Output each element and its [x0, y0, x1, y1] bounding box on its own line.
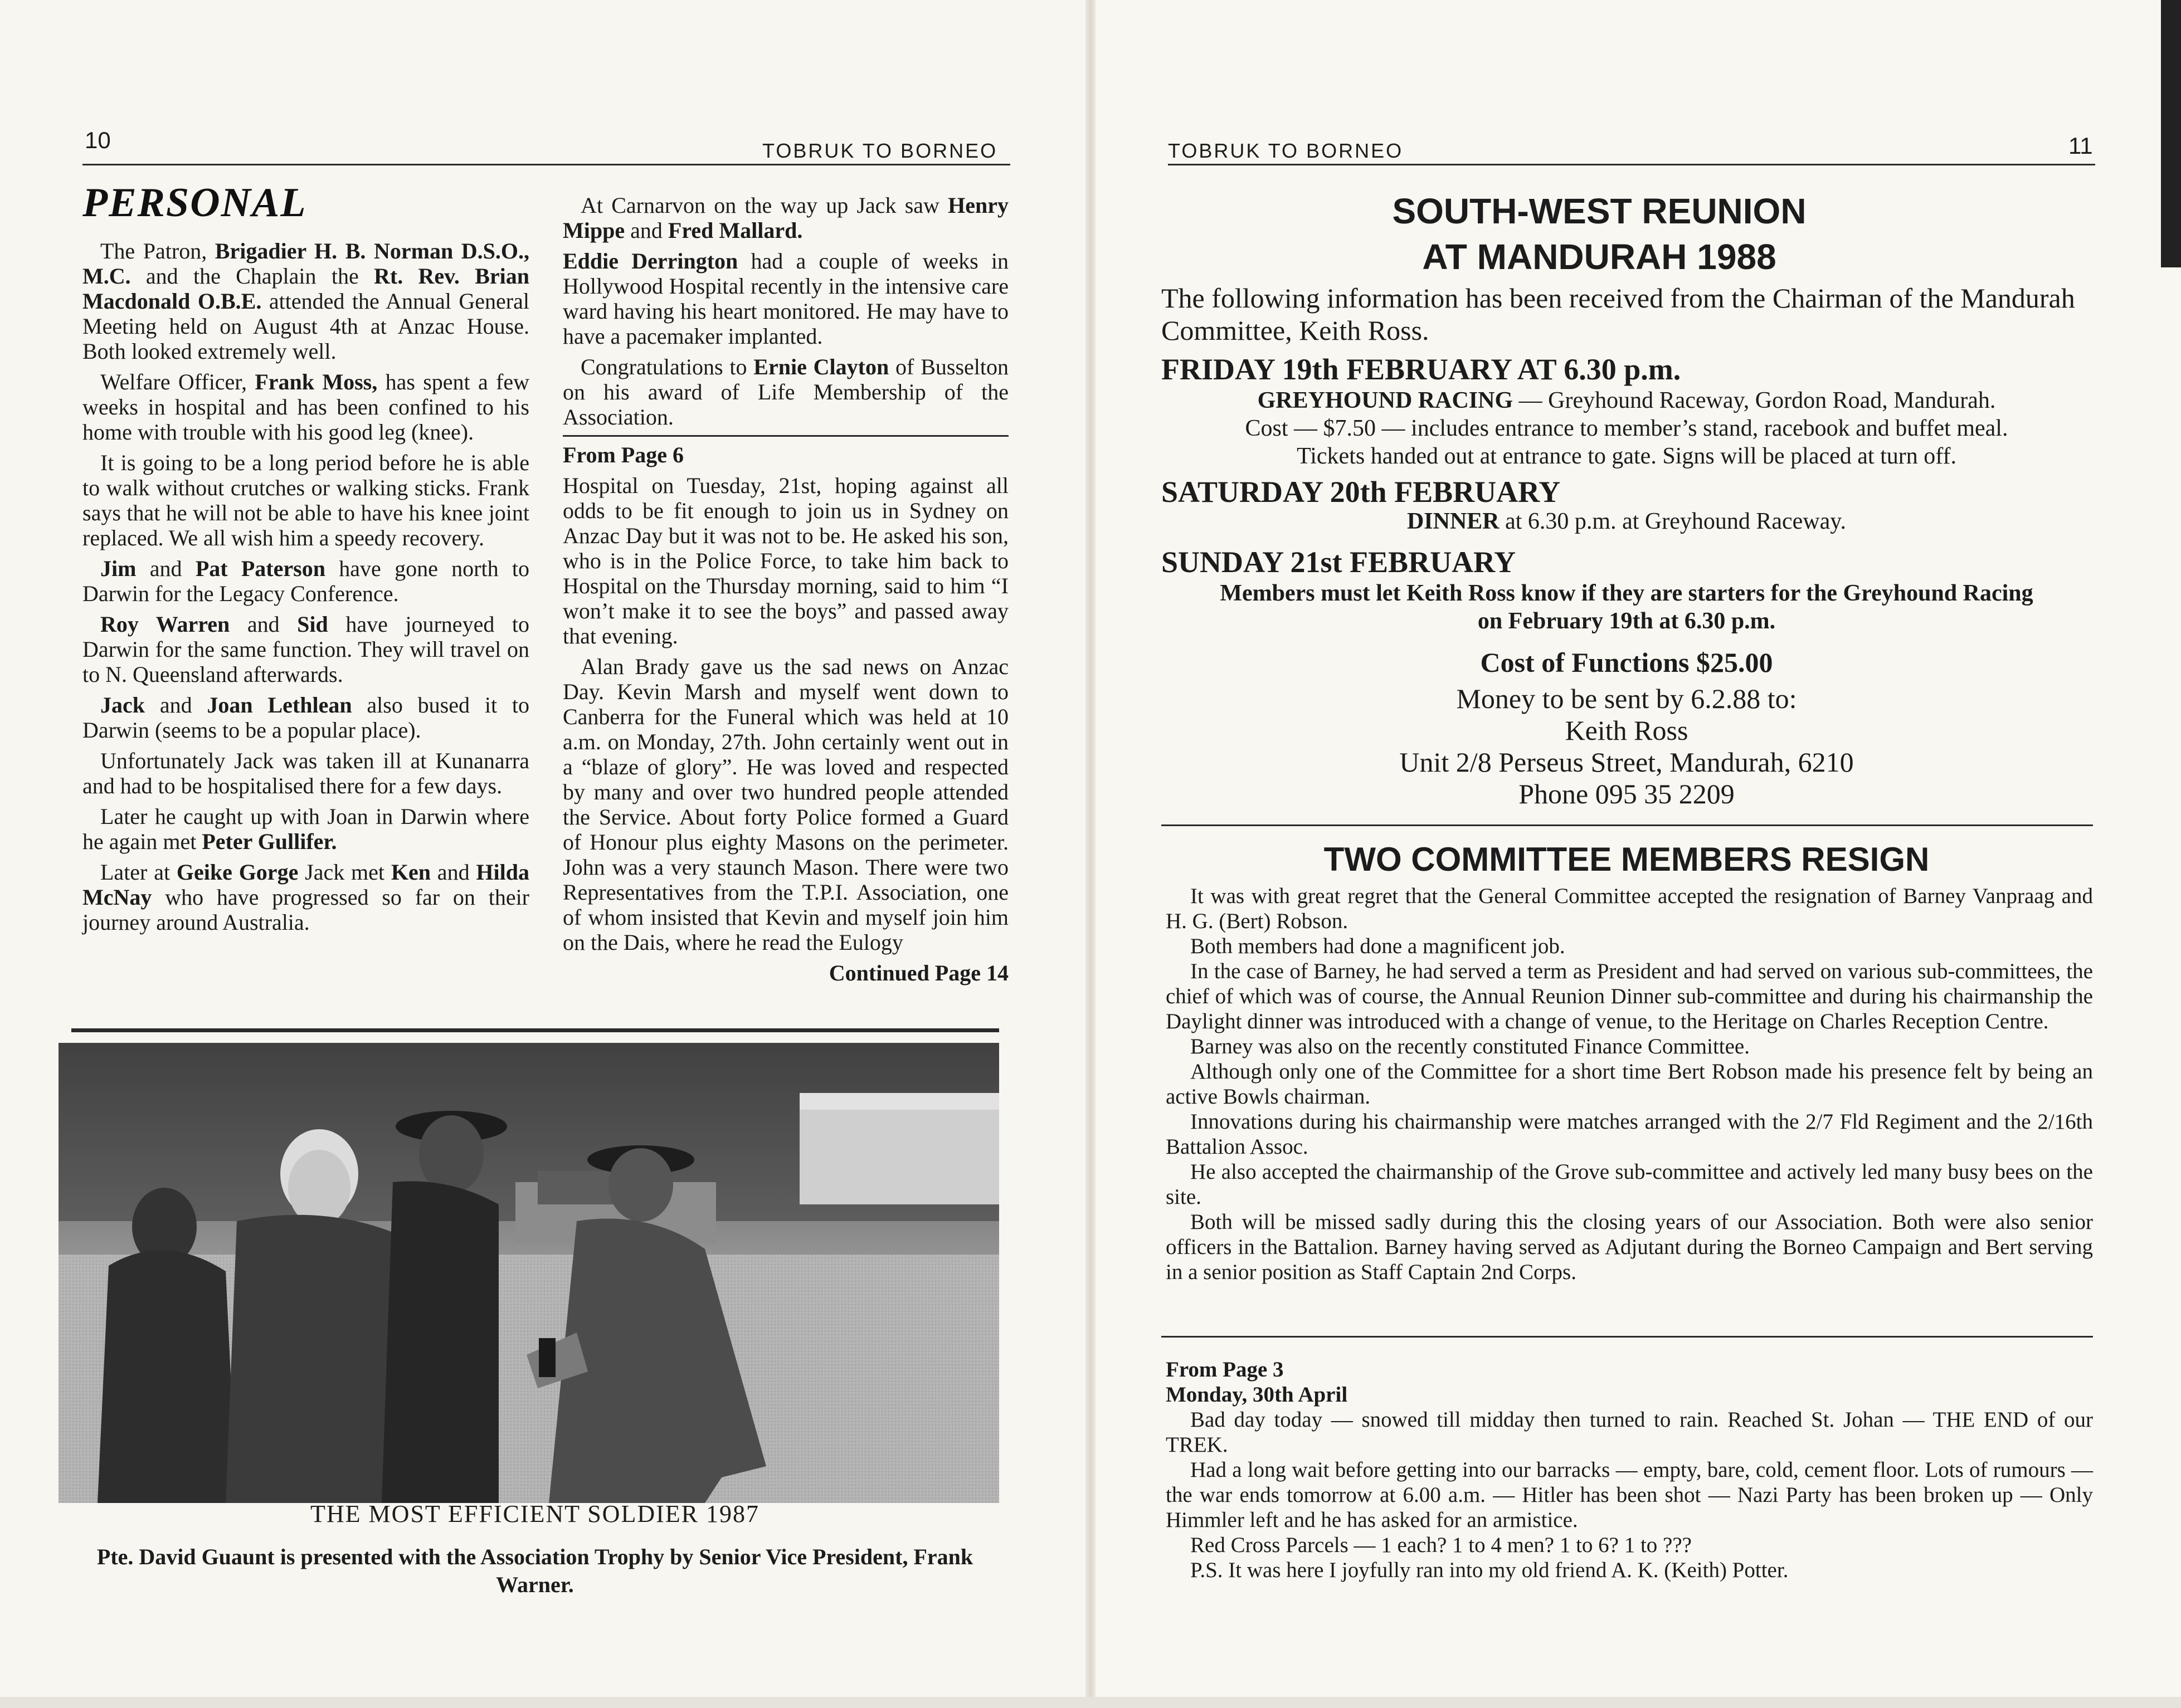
resign-bottom-rule	[1161, 1336, 2093, 1338]
reunion-bottom-rule	[1161, 824, 2093, 826]
reunion-title	[1159, 188, 2039, 280]
right-page-number: 11	[2068, 133, 2093, 159]
resign-paragraph: In the case of Barney, he had served a term as President and had served on various sub-committees, the chief of which was of course, the Annual Reunion Dinner sub-committee and during his chairmanship the Daylight dinner was introduced with a change of venue, to the Heritage on Charles Reception Centre.	[1166, 959, 2093, 1033]
soldier-award-photo	[59, 1043, 999, 1503]
photo-caption-text: Pte. David Guaunt is presented with the Association Trophy by Senior Vice President, Frank Warner.	[96, 1544, 973, 1597]
diary-article	[1166, 1357, 2093, 1583]
diary-paragraph: P.S. It was here I joyfully ran into my old friend A. K. (Keith) Potter.	[1190, 1558, 1789, 1582]
personal-paragraph: Jack and Joan Lethlean also bused it to Darwin (seems to be a popular place).	[82, 692, 529, 743]
resign-article	[1166, 884, 2093, 1285]
resign-paragraph: It was with great regret that the General Committee accepted the resignation of Barney Vanpraag and H. G. (Bert) Robson.	[1166, 884, 2093, 933]
payee-phone: Phone 095 35 2209	[1518, 778, 1735, 809]
continued-note: Continued Page 14	[829, 960, 1009, 985]
personal-paragraph: The Patron, Brigadier H. B. Norman D.S.O., M.C. and the Chaplain the Rt. Rev. Brian Macdonald O.B.E. attended the Annual General Meeting held on August 4th at Anzac House. Both looked extremely well.	[82, 238, 530, 364]
personal-paragraph: Later he caught up with Joan in Darwin where he again met Peter Gullifer.	[82, 804, 529, 854]
saturday-details: DINNER at 6.30 p.m. at Greyhound Raceway.	[1406, 509, 1847, 534]
news-column	[563, 193, 1009, 985]
cost-of-functions: Cost of Functions $25.00	[1480, 647, 1773, 678]
resign-paragraph: He also accepted the chairmanship of the Grove sub-committee and actively led many busy bees on the site.	[1166, 1160, 2093, 1209]
friday-details	[1161, 387, 2092, 470]
news-paragraph: At Carnarvon on the way up Jack saw Henry Mippe and Fred Mallard.	[563, 193, 1009, 243]
payment-details	[1161, 683, 2092, 810]
personal-heading: PERSONAL	[82, 180, 307, 226]
reunion-title-line2: AT MANDURAH 1988	[1422, 237, 1776, 277]
money-line: Money to be sent by 6.2.88 to:	[1456, 683, 1797, 714]
news-paragraph: Eddie Derrington had a couple of weeks in Hollywood Hospital recently in the intensive care ward having his heart monitored. He may have to have a pacemaker implanted.	[563, 248, 1009, 349]
diary-date: Monday, 30th April	[1166, 1383, 1348, 1407]
scanner-edge-strip	[2161, 0, 2181, 267]
friday-line-3: Tickets handed out at entrance to gate. Signs will be placed at turn off.	[1297, 443, 1956, 469]
members-notice	[1161, 579, 2092, 635]
personal-paragraph: Roy Warren and Sid have journeyed to Darwin for the same function. They will travel on to N. Queensland afterwards.	[82, 612, 529, 687]
personal-paragraph: Jim and Pat Paterson have gone north to Darwin for the Legacy Conference.	[82, 556, 529, 606]
personal-paragraph: Unfortunately Jack was taken ill at Kunanarra and had to be hospitalised there for a few days.	[82, 748, 529, 798]
resign-paragraph: Both members had done a magnificent job.	[1190, 934, 1565, 958]
members-notice-line-1: Members must let Keith Ross know if they are starters for the Greyhound Racing	[1220, 580, 2033, 606]
news-paragraph: Congratulations to Ernie Clayton of Busselton on his award of Life Membership of the Association.	[563, 354, 1009, 430]
diary-paragraph: Bad day today — snowed till midday then turned to rain. Reached St. Johan — THE END of our TREK.	[1166, 1408, 2093, 1457]
page-gutter	[1085, 0, 1096, 1708]
left-page-number: 10	[85, 127, 111, 153]
personal-paragraph: Later at Geike Gorge Jack met Ken and Hilda McNay who have progressed so far on their journey around Australia.	[82, 860, 529, 935]
resign-paragraph: Innovations during his chairmanship were matches arranged with the 2/7 Fld Regiment and the 2/16th Battalion Assoc.	[1166, 1110, 2093, 1159]
left-running-head: TOBRUK TO BORNEO	[762, 139, 998, 162]
column-divider	[563, 435, 1009, 437]
payee-name: Keith Ross	[1565, 715, 1688, 746]
diary-from-page: From Page 3	[1166, 1358, 1284, 1382]
scan-bottom-edge	[0, 1697, 2181, 1708]
news-paragraph: Alan Brady gave us the sad news on Anzac Day. Kevin Marsh and myself went down to Canberra for the Funeral which was held at 10 a.m. on Monday, 27th. John certainly went out in a “blaze of glory”. He was loved and respected by many and over two hundred people attended the Service. About forty Police formed a Guard of Honour plus eighty Masons on the perimeter. John was a very staunch Mason. There were two Representatives from the T.P.I. Association, one of whom insisted that Kevin and myself join him on the Dais, where he read the Eulogy	[563, 654, 1009, 955]
diary-paragraph: Red Cross Parcels — 1 each? 1 to 4 men? 1 to 6? 1 to ???	[1190, 1533, 1692, 1557]
resign-paragraph: Although only one of the Committee for a short time Bert Robson made his presence felt by being an active Bowls chairman.	[1166, 1060, 2093, 1109]
news-paragraph: Hospital on Tuesday, 21st, hoping against all odds to be fit enough to join us in Sydney on Anzac Day but it was not to be. He asked his son, who is in the Police Force, to take him back to Hospital on the Thursday morning, said to him “I won’t make it to see the boys” and passed away that evening.	[563, 473, 1009, 648]
friday-line-1: GREYHOUND RACING — Greyhound Raceway, Gordon Road, Mandurah.	[1257, 388, 1996, 413]
personal-paragraph: It is going to be a long period before he is able to walk without crutches or walking sticks. Frank says that he will not be able to have his knee joint replaced. We all wish him a speedy recovery.	[82, 450, 529, 550]
sunday-heading: SUNDAY 21st FEBRUARY	[1161, 545, 1516, 579]
members-notice-line-2: on February 19th at 6.30 p.m.	[1477, 608, 1776, 634]
personal-paragraph: Welfare Officer, Frank Moss, has spent a few weeks in hospital and has been confined to his home with trouble with his good leg (knee).	[82, 369, 529, 445]
right-running-head: TOBRUK TO BORNEO	[1168, 139, 1404, 162]
resign-paragraph: Both will be missed sadly during this the closing years of our Association. Both were also senior officers in the Battalion. Barney having served as Adjutant during the Borneo Campaign and Bert serving in a senior position as Staff Captain 2nd Corps.	[1166, 1210, 2093, 1284]
personal-column	[82, 238, 529, 940]
payee-address: Unit 2/8 Perseus Street, Mandurah, 6210	[1399, 746, 1854, 778]
friday-heading: FRIDAY 19th FEBRUARY AT 6.30 p.m.	[1161, 353, 1681, 386]
resign-heading: TWO COMMITTEE MEMBERS RESIGN	[1323, 841, 1930, 878]
photo-illustration	[59, 1043, 999, 1503]
reunion-intro: The following information has been received from the Chairman of the Mandurah Committee, Keith Ross.	[1161, 282, 2075, 346]
saturday-heading: SATURDAY 20th FEBRUARY	[1161, 475, 1561, 509]
resign-paragraph: Barney was also on the recently constituted Finance Committee.	[1190, 1034, 1750, 1058]
right-header-rule	[1168, 164, 2095, 165]
friday-line-2: Cost — $7.50 — includes entrance to member’s stand, racebook and buffet meal.	[1245, 416, 2008, 441]
photo-top-rule	[71, 1028, 999, 1032]
diary-paragraph: Had a long wait before getting into our barracks — empty, bare, cold, cement floor. Lots of rumours — the war ends tomorrow at 6.00 a.m. — Hitler has been shot — Nazi Party has been broken up — Only Himmler left and he has asked for an armistice.	[1166, 1458, 2093, 1532]
reunion-title-line1: SOUTH-WEST REUNION	[1392, 191, 1807, 231]
from-page-heading: From Page 6	[563, 442, 684, 467]
photo-caption-title: THE MOST EFFICIENT SOLDIER 1987	[310, 1500, 760, 1528]
left-header-rule	[82, 164, 1010, 165]
